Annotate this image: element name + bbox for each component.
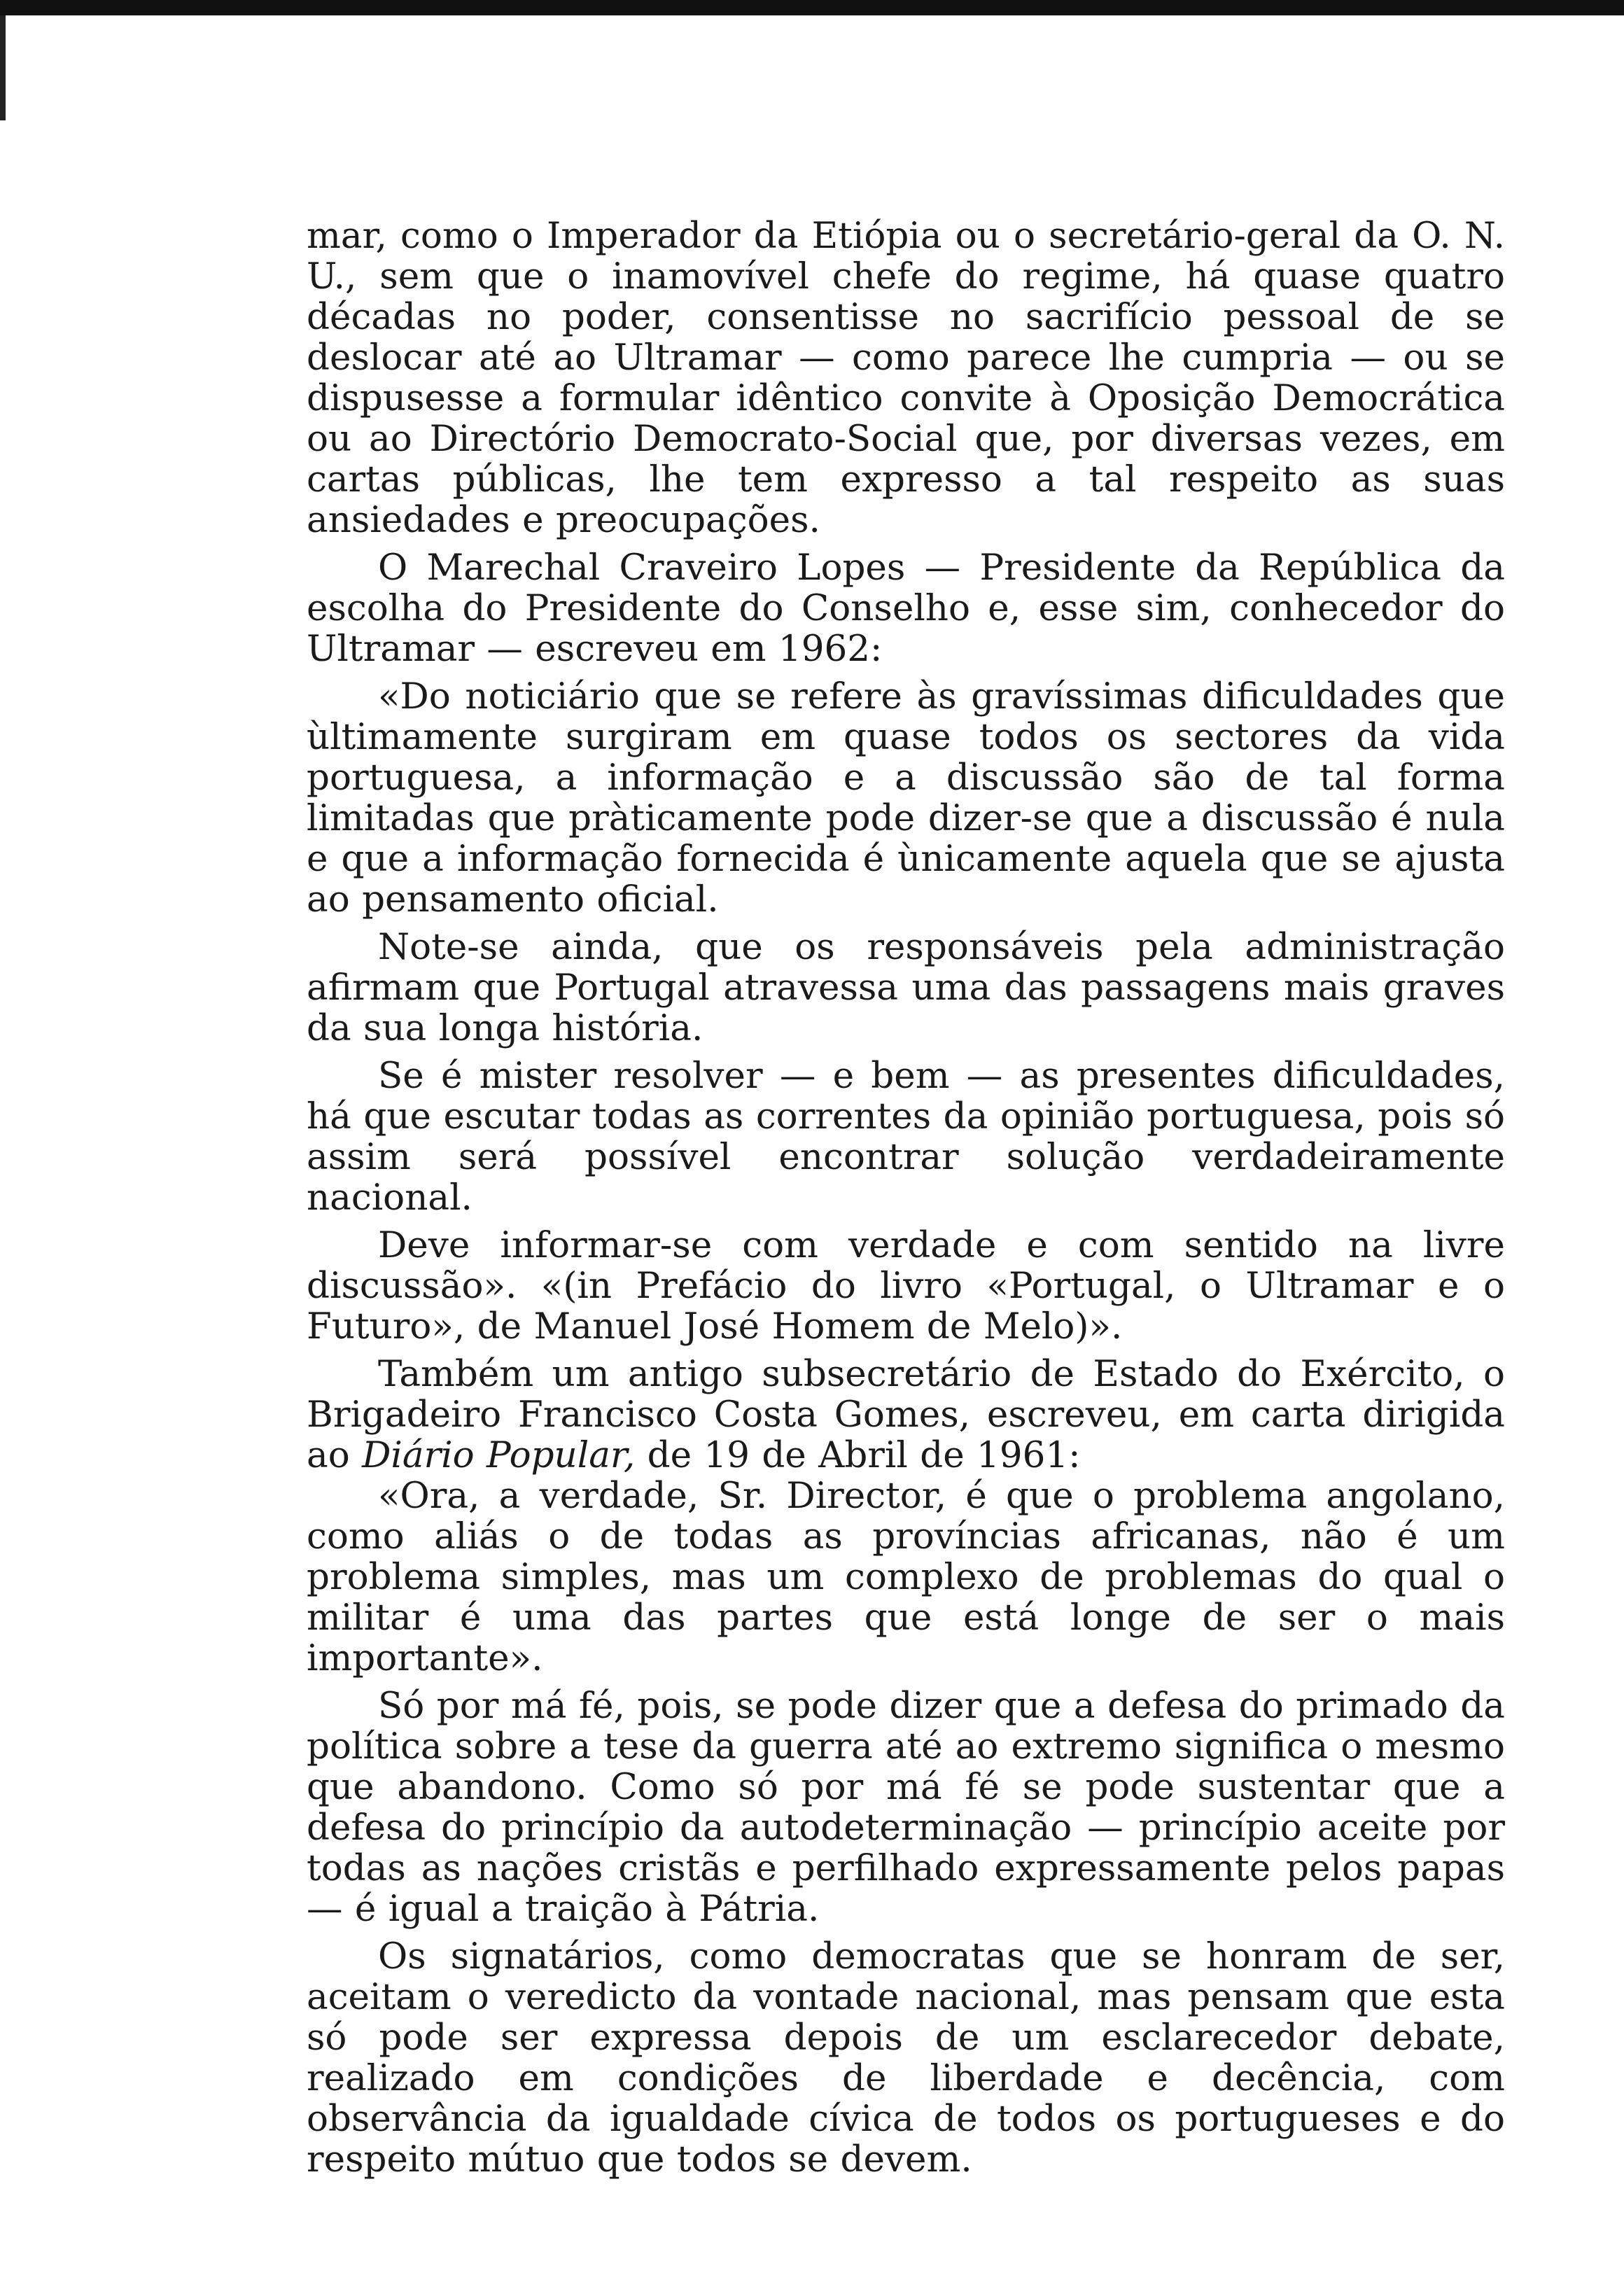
page-left-edge-mark [0,15,6,120]
paragraph-8-quote: «Ora, a verdade, Sr. Director, é que o problema angolano, como aliás o de todas as províncias africanas, não é um problema simples, mas um complexo de problemas do qual o militar é uma das partes que está longe de ser o mais importante». [307,1475,1505,1679]
paragraph-7-text-before: Também um antigo subsecretário de Estado do Exército, o Brigadeiro Francisco Costa Gomes, escreveu, em carta dirigida ao [307,1353,1505,1476]
paragraph-5-quote: Se é mister resolver — e bem — as presentes dificuldades, há que escutar todas as correntes da opinião portuguesa, pois só assim será possível encontrar solução verdadeiramente nacional. [307,1055,1505,1219]
paragraph-3-quote: «Do noticiário que se refere às gravíssimas dificuldades que ùltimamente surgiram em quase todos os sectores da vida portuguesa, a informação e a discussão são de tal forma limitadas que pràticamente pode dizer-se que a discussão é nula e que a informação fornecida é ùnicamente aquela que se ajusta ao pensamento oficial. [307,676,1505,920]
paragraph-6-quote: Deve informar-se com verdade e com sentido na livre discussão». «(in Prefácio do livro «Portugal, o Ultramar e o Futuro», de Manuel José Homem de Melo)». [307,1224,1505,1348]
page-top-border [0,0,1624,15]
paragraph-1: mar, como o Imperador da Etiópia ou o secretário-geral da O. N. U., sem que o inamovível chefe do regime, há quase quatro décadas no poder, consentisse no sacrifício pessoal de se deslocar até ao Ultramar — como parece lhe cumpria — ou se dispusesse a formular idêntico convite à Oposição Democrática ou ao Directório Democrato-Social que, por diversas vezes, em cartas públicas, lhe tem expresso a tal respeito as suas ansiedades e preocupações. [307,215,1505,541]
paragraph-2: O Marechal Craveiro Lopes — Presidente da República da escolha do Presidente do Conselho e, esse sim, conhecedor do Ultramar — escreveu em 1962: [307,547,1505,670]
paragraph-7-text-after: de 19 de Abril de 1961: [635,1434,1081,1476]
paragraph-7 [307,1354,1505,1476]
paragraph-4-quote: Note-se ainda, que os responsáveis pela administração afirmam que Portugal atravessa uma das passagens mais graves da sua longa história. [307,926,1505,1049]
newspaper-title: Diário Popular, [362,1434,636,1476]
paragraph-9: Só por má fé, pois, se pode dizer que a defesa do primado da política sobre a tese da guerra até ao extremo significa o mesmo que abandono. Como só por má fé se pode sustentar que a defesa do princípio da autodeterminação — princípio aceite por todas as nações cristãs e perfilhado expressamente pelos papas — é igual a traição à Pátria. [307,1685,1505,1930]
paragraph-10: Os signatários, como democratas que se honram de ser, aceitam o veredicto da vontade nacional, mas pensam que esta só pode ser expressa depois de um esclarecedor debate, realizado em condições de liberdade e decência, com observância da igualdade cívica de todos os portugueses e do respeito mútuo que todos se devem. [307,1935,1505,2180]
document-body [307,216,1505,2180]
